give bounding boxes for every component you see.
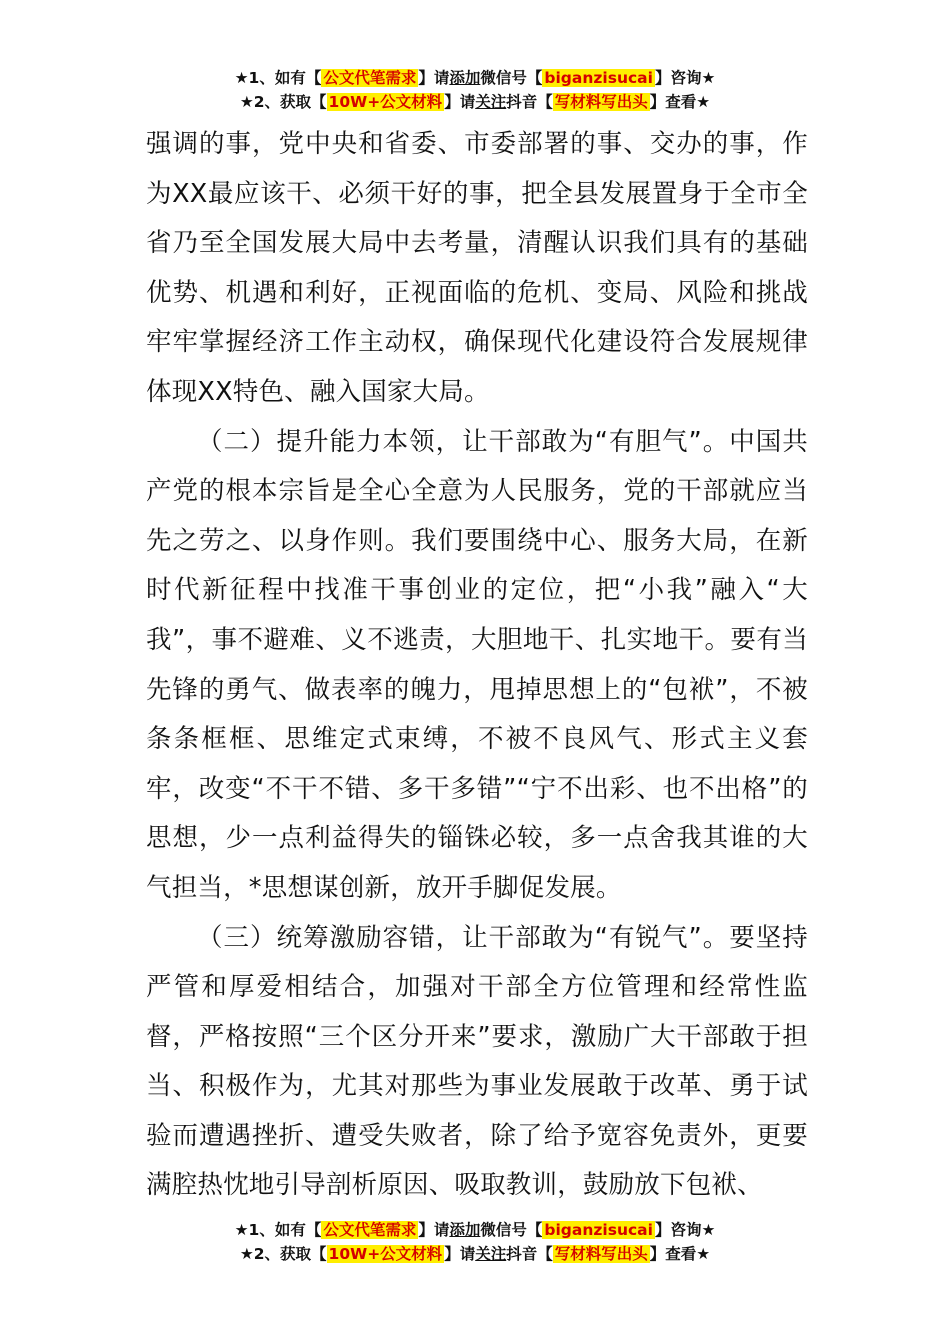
highlight-douyin-account: 写材料写出头 (554, 1245, 648, 1263)
banner-text: 】请 (418, 1221, 450, 1239)
banner-underline: 关注 (475, 93, 507, 111)
highlight-service: 公文代笔需求 (323, 1221, 417, 1239)
banner-text: ★2、获取【 (239, 93, 327, 111)
highlight-service: 公文代笔需求 (323, 69, 417, 87)
banner-text: 】咨询★ (654, 1221, 716, 1239)
highlight-douyin-account: 写材料写出头 (554, 93, 648, 111)
banner-line-2 (0, 90, 950, 114)
banner-text: 微信号【 (480, 69, 543, 87)
banner-text: 】请 (418, 69, 450, 87)
banner-text: 】咨询★ (654, 69, 716, 87)
banner-text: ★2、获取【 (239, 1245, 327, 1263)
document-body (146, 120, 808, 1211)
banner-line-2 (0, 1242, 950, 1266)
paragraph-2: （二）提升能力本领，让干部敢为“有胆气”。中国共产党的根本宗旨是全心全意为人民服务，党的干部就应当先之劳之、以身作则。我们要围绕中心、服务大局，在新时代新征程中找准干事创业的定位，把“小我”融入“大我”，事不避难、义不逃责，大胆地干、扎实地干。要有当先锋的勇气、做表率的魄力，甩掉思想上的“包袱”，不被条条框框、思维定式束缚，不被不良风气、形式主义套牢，改变“不干不错、多干多错”“宁不出彩、也不出格”的思想，少一点利益得失的锱铢必较，多一点舍我其谁的大气担当，*思想谋创新，放开手脚促发展。 (146, 426, 808, 903)
banner-text: 微信号【 (480, 1221, 543, 1239)
banner-text: ★1、如有【 (234, 1221, 322, 1239)
banner-line-1 (0, 1218, 950, 1242)
footer-banner (0, 1218, 950, 1266)
banner-text: 】请 (444, 1245, 476, 1263)
banner-underline: 关注 (475, 1245, 507, 1263)
banner-text: ★1、如有【 (234, 69, 322, 87)
banner-text: 】请 (444, 93, 476, 111)
highlight-wechat-id: biganzisucai (544, 1221, 653, 1239)
header-banner (0, 66, 950, 114)
paragraph-1: 强调的事，党中央和省委、市委部署的事、交办的事，作为XX最应该干、必须干好的事，把全县发展置身于全市全省乃至全国发展大局中去考量，清醒认识我们具有的基础优势、机遇和利好，正视面临的危机、变局、风险和挑战牢牢掌握经济工作主动权，确保现代化建设符合发展规律体现XX特色、融入国家大局。 (146, 129, 808, 407)
banner-text: 抖音【 (506, 1245, 553, 1263)
banner-text: 】查看★ (649, 1245, 711, 1263)
banner-line-1 (0, 66, 950, 90)
banner-text: 抖音【 (506, 93, 553, 111)
highlight-materials: 10W+公文材料 (328, 93, 443, 111)
banner-underline: 添加 (449, 1221, 481, 1239)
banner-underline: 添加 (449, 69, 481, 87)
banner-text: 】查看★ (649, 93, 711, 111)
highlight-materials: 10W+公文材料 (328, 1245, 443, 1263)
paragraph-3: （三）统筹激励容错，让干部敢为“有锐气”。要坚持严管和厚爱相结合，加强对干部全方位管理和经常性监督，严格按照“三个区分开来”要求，激励广大干部敢于担当、积极作为，尤其对那些为事业发展敢于改革、勇于试验而遭遇挫折、遭受失败者，除了给予宽容免责外，更要满腔热忱地引导剖析原因、吸取教训，鼓励放下包袱、 (146, 922, 808, 1201)
highlight-wechat-id: biganzisucai (544, 69, 653, 87)
